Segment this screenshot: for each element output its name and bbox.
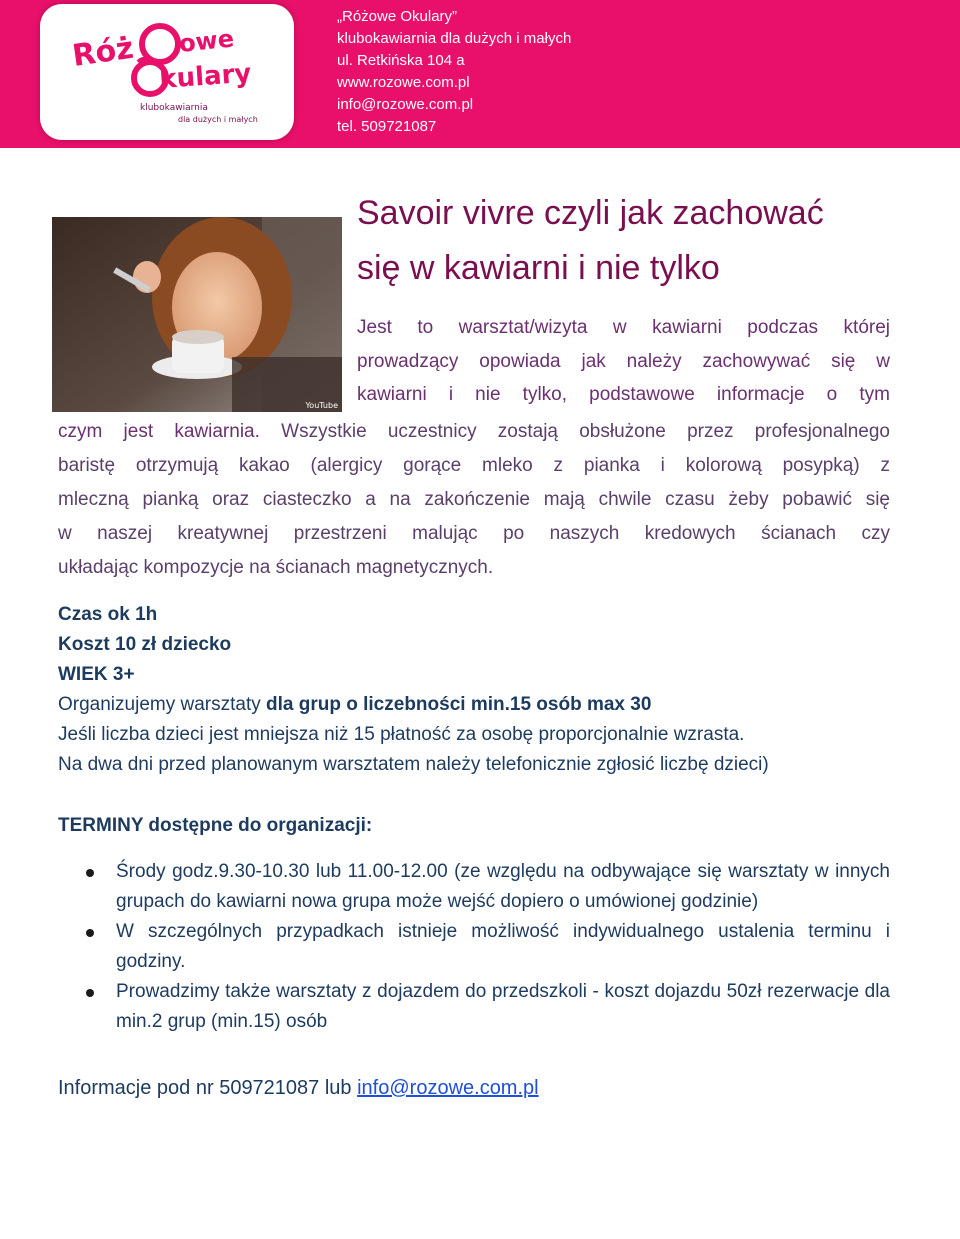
intro-line-3: kawiarni i nie tylko, podstawowe informacje o tym — [357, 384, 890, 405]
contact-info — [337, 6, 571, 138]
cafe-name: „Różowe Okulary” — [337, 8, 458, 25]
logo-word-kulary: kulary — [158, 58, 253, 95]
group-size — [58, 690, 890, 720]
paragraph-line-4: w naszej kreatywnej przestrzeni malując po naszych kredowych ścianach czy — [58, 523, 890, 544]
cost: Koszt 10 zł dziecko — [58, 634, 232, 655]
logo — [40, 4, 294, 140]
terms-list — [58, 857, 890, 1037]
logo-word-roz: Róż — [70, 30, 136, 74]
header-band — [0, 0, 960, 148]
paragraph-line-5: układając kompozycje na ścianach magnetycznych. — [58, 557, 494, 578]
bullet-icon — [86, 869, 94, 877]
term-text: W szczególnych przypadkach istnieje możliwość indywidualnego ustalenia terminu i godziny. — [116, 921, 890, 972]
list-item — [58, 857, 890, 917]
logo-tag-1: klubokawiarnia — [140, 103, 208, 113]
bullet-icon — [86, 989, 94, 997]
booking-note: Na dwa dni przed planowanym warsztatem należy telefonicznie zgłosić liczbę dzieci) — [58, 754, 769, 775]
logo-tag-2: dla dużych i małych — [178, 115, 258, 124]
list-item — [58, 917, 890, 977]
workshop-info — [58, 600, 890, 780]
glasses-logo-icon — [40, 4, 294, 140]
intro-line-1: Jest to warsztat/wizyta w kawiarni podczas której — [357, 317, 890, 338]
term-text: Środy godz.9.30-10.30 lub 11.00-12.00 (ze względu na odbywające się warsztaty w innych grupach do kawiarni nowa grupa może wejść dopiero o umówionej godzinie) — [116, 861, 890, 912]
description-paragraph — [58, 415, 890, 585]
intro-line-2: prowadzący opowiada jak należy zachowywać się w — [357, 351, 890, 372]
footer-prefix: Informacje pod nr 509721087 lub — [58, 1077, 358, 1099]
logo-word-owe: owe — [177, 24, 236, 58]
term-text: Prowadzimy także warsztaty z dojazdem do przedszkoli - koszt dojazdu 50zł rezerwacje dla min.2 grup (min.15) osób — [116, 981, 890, 1032]
bullet-icon — [86, 929, 94, 937]
contact-footer — [58, 1077, 539, 1100]
group-size-bold: dla grup o liczebności min.15 osób max 30 — [266, 694, 652, 715]
child-with-cup-photo — [52, 217, 342, 412]
footer-email-link[interactable]: info@rozowe.com.pl — [357, 1077, 539, 1099]
youtube-watermark: YouTube — [305, 401, 338, 410]
email-link[interactable]: info@rozowe.com.pl — [337, 96, 474, 113]
group-size-prefix: Organizujemy warsztaty — [58, 694, 267, 715]
website-link[interactable]: www.rozowe.com.pl — [337, 74, 470, 91]
cafe-address: ul. Retkińska 104 a — [337, 52, 465, 69]
paragraph-line-1b: Wszystkie uczestnicy zostają obsłużone przez profesjonalnego — [259, 421, 890, 442]
page-title-line-2: się w kawiarni i nie tylko — [357, 249, 720, 287]
page-title-line-1: Savoir vivre czyli jak zachować — [357, 194, 824, 232]
paragraph-line-1 — [58, 415, 890, 449]
cafe-subtitle: klubokawiarnia dla dużych i małych — [337, 30, 572, 47]
paragraph-line-2: baristę otrzymują kakao (alergicy gorące mleko z pianka i kolorową posypką) z — [58, 455, 890, 476]
duration: Czas ok 1h — [58, 604, 158, 625]
phone-number: tel. 509721087 — [337, 118, 437, 135]
paragraph-line-1a: czym jest kawiarnia. — [58, 421, 260, 442]
paragraph-line-3: mleczną pianką oraz ciasteczko a na zakończenie mają chwile czasu żeby pobawić się — [58, 489, 890, 510]
terms-heading: TERMINY dostępne do organizacji: — [58, 815, 373, 836]
list-item — [58, 977, 890, 1037]
price-note: Jeśli liczba dzieci jest mniejsza niż 15 płatność za osobę proporcjonalnie wzrasta. — [58, 724, 745, 745]
age-requirement: WIEK 3+ — [58, 664, 135, 685]
